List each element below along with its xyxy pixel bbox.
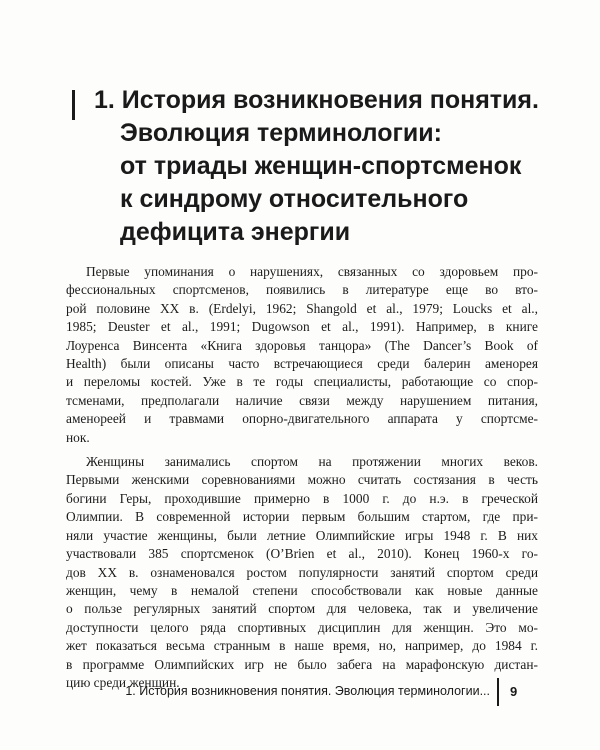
text-line: Женщины занимались спортом на протяжении многих веков. bbox=[86, 454, 538, 470]
text-line: Лоуренса Винсента «Книга здоровья танцора» (The Dancer’s Book of bbox=[66, 337, 538, 353]
chapter-title bbox=[72, 84, 552, 249]
text-line: доступности целого ряда спортивных дисциплин для женщин. Это мо- bbox=[66, 619, 538, 635]
running-title: 1. История возникновения понятия. Эволюция терминологии... bbox=[125, 684, 490, 698]
text-line: рой половине XX в. (Erdelyi, 1962; Shangold et al., 1979; Loucks et al., bbox=[66, 300, 538, 316]
chapter-title-line: от триады женщин-спортсменок bbox=[120, 152, 522, 180]
text-line: участвовали 385 спортсменок (O’Brien et al., 2010). Конец 1960-х го- bbox=[66, 546, 538, 562]
text-line: Первыми женскими соревнованиями можно считать состязания в честь bbox=[66, 472, 538, 488]
text-line: фессиональных спортсменов, появились в литературе еще во вто- bbox=[66, 282, 538, 298]
text-line: женщин, чему в немалой степени способствовали как новые данные bbox=[66, 582, 538, 598]
text-line: няли участие женщины, были летние Олимпийские игры 1948 г. В них bbox=[66, 527, 538, 543]
text-line: 1985; Deuster et al., 1991; Dugowson et al., 1991). Например, в книге bbox=[66, 319, 538, 335]
paragraph-2 bbox=[66, 453, 538, 692]
page-number: 9 bbox=[510, 684, 518, 699]
text-line: и переломы костей. Уже в те годы специалисты, работающие со спор- bbox=[66, 374, 538, 390]
chapter-title-line: к синдрому относительного bbox=[120, 185, 469, 213]
text-line: Health) были описаны часто встречающиеся среди балерин аменорея bbox=[66, 356, 538, 372]
text-line: аменореей и травмами опорно-двигательного аппарата у спортсме- bbox=[66, 411, 538, 427]
footer-divider bbox=[497, 678, 499, 706]
text-line: жет показаться весьма странным в наше время, но, например, до 1984 г. bbox=[66, 638, 538, 654]
chapter-title-line: дефицита энергии bbox=[120, 218, 351, 246]
text-line: дов XX в. ознаменовался ростом популярности занятий спортом среди bbox=[66, 564, 538, 580]
body-text bbox=[66, 263, 538, 698]
chapter-title-line: Эволюция терминологии: bbox=[120, 119, 442, 147]
page-footer bbox=[0, 678, 600, 708]
chapter-title-line: 1. История возникновения понятия. bbox=[94, 86, 539, 114]
text-line: цию среди женщин. bbox=[66, 674, 180, 690]
text-line: тсменами, предполагали наличие связи между нарушением питания, bbox=[66, 392, 538, 408]
text-line: о пользе регулярных занятий спортом для человека, так и увеличение bbox=[66, 601, 538, 617]
text-line: Первые упоминания о нарушениях, связанных со здоровьем про- bbox=[86, 264, 538, 279]
text-line: нок. bbox=[66, 429, 90, 445]
heading-accent-bar bbox=[72, 90, 75, 120]
chapter-heading bbox=[72, 84, 552, 249]
text-line: Олимпии. В современной истории первым большим стартом, где при- bbox=[66, 509, 538, 525]
text-line: богини Геры, проходившие примерно в 1000 г. до н.э. в греческой bbox=[66, 490, 538, 506]
paragraph-1 bbox=[66, 263, 538, 447]
text-line: в программе Олимпийских игр не было забега на марафонскую дистан- bbox=[66, 656, 538, 672]
